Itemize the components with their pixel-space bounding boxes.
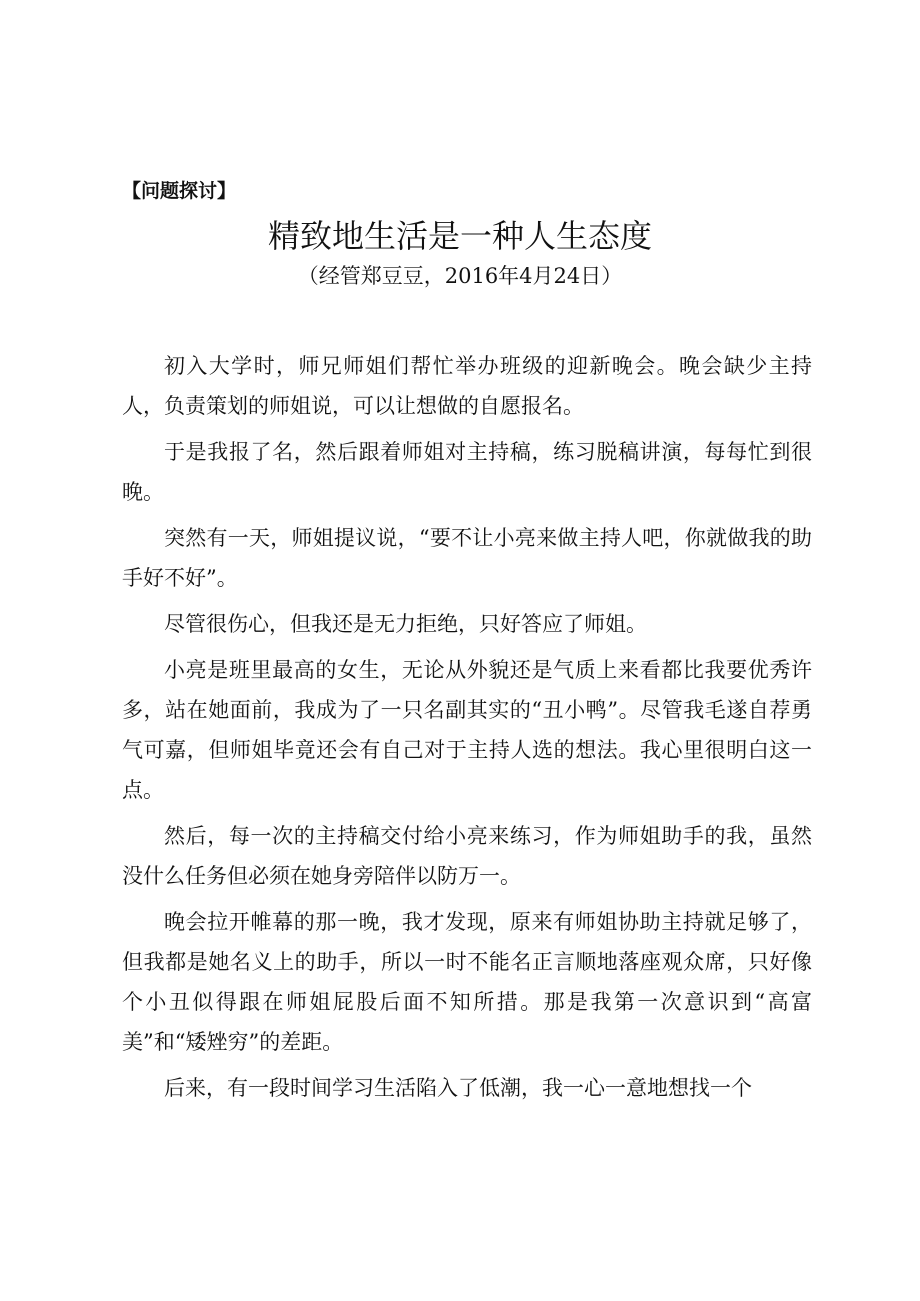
paragraph: 后来，有一段时间学习生活陷入了低潮，我一心一意地想找一个 (164, 1076, 752, 1100)
author-date-line: （经管郑豆豆，2016年4月24日） (297, 264, 623, 288)
section-tag: 【问题探讨】 (122, 180, 237, 202)
paragraph: 然后，每一次的主持稿交付给小亮来练习，作为师姐助手的我，虽然没什么任务但必须在她身旁陪伴以防万一。 (122, 824, 812, 888)
paragraph: 初入大学时，师兄师姐们帮忙举办班级的迎新晚会。晚会缺少主持人，负责策划的师姐说，可以让想做的自愿报名。 (122, 354, 812, 418)
paragraph: 小亮是班里最高的女生，无论从外貌还是气质上来看都比我要优秀许多，站在她面前，我成为了一只名副其实的“丑小鸭”。尽管我毛遂自荐勇气可嘉，但师姐毕竟还会有自己对于主持人选的想法。我心里很明白这一点。 (122, 658, 812, 802)
paragraph: 于是我报了名，然后跟着师姐对主持稿，练习脱稿讲演，每每忙到很晚。 (122, 440, 812, 504)
article-body (122, 346, 812, 1114)
paragraph: 晚会拉开帷幕的那一晚，我才发现，原来有师姐协助主持就足够了，但我都是她名义上的助手，所以一时不能名正言顺地落座观众席，只好像个小丑似得跟在师姐屁股后面不知所措。那是我第一次意识到“高富美”和“矮矬穷”的差距。 (122, 910, 812, 1054)
paragraph: 突然有一天，师姐提议说，“要不让小亮来做主持人吧，你就做我的助手好不好”。 (122, 526, 812, 590)
paragraph: 尽管很伤心，但我还是无力拒绝，只好答应了师姐。 (164, 612, 647, 636)
article-title: 精致地生活是一种人生态度 (267, 217, 652, 255)
